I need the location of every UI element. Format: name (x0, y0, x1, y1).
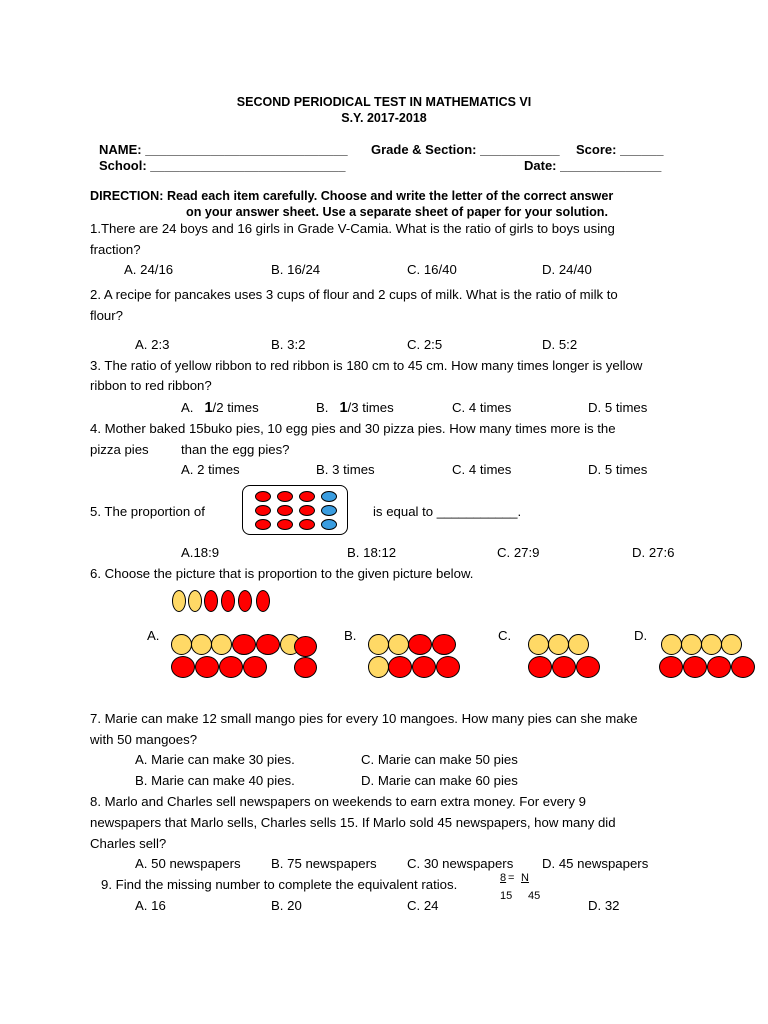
q3-choice-c: C. 4 times (452, 400, 512, 415)
yellow-circle (368, 656, 389, 678)
name-field-label: NAME: ____________________________ (99, 142, 348, 157)
q1-choice-b: B. 16/24 (271, 262, 321, 277)
red-oval (204, 590, 218, 612)
yellow-circle (171, 634, 192, 655)
q6-option-d-label: D. (634, 628, 648, 643)
yellow-circle (211, 634, 232, 655)
q2-choice-d: D. 5:2 (542, 337, 578, 352)
red-circle (388, 656, 412, 678)
yellow-oval (172, 590, 186, 612)
question-1-text-cont: fraction? (90, 242, 141, 257)
q2-choice-a: A. 2:3 (135, 337, 170, 352)
q9-choice-c: C. 24 (407, 898, 439, 913)
q1-choice-a: A. 24/16 (124, 262, 174, 277)
question-2-text: 2. A recipe for pancakes uses 3 cups of flour and 2 cups of milk. What is the ratio of milk to (90, 287, 618, 302)
red-oval (238, 590, 252, 612)
question-4-text: 4. Mother baked 15buko pies, 10 egg pies and 30 pizza pies. How many times more is the (90, 421, 616, 436)
red-oval (221, 590, 235, 612)
q6-option-a-label: A. (147, 628, 160, 643)
q3-choice-a-rest: /2 times (212, 400, 259, 415)
question-4-text-cont-a: pizza pies (90, 442, 149, 457)
q8-choice-a: A. 50 newspapers (135, 856, 241, 871)
yellow-circle (568, 634, 589, 655)
q8-choice-b: B. 75 newspapers (271, 856, 377, 871)
question-5-prefix: 5. The proportion of (90, 504, 205, 519)
red-circle (408, 634, 432, 655)
q3-choice-b-letter: B. (316, 400, 329, 415)
q3-choice-d: D. 5 times (588, 400, 648, 415)
question-6-text: 6. Choose the picture that is proportion to the given picture below. (90, 566, 474, 581)
direction-line-1: DIRECTION: Read each item carefully. Choose and write the letter of the correct answer (90, 189, 614, 203)
q5-choice-a: A.18:9 (181, 545, 220, 560)
red-circle (432, 634, 456, 655)
question-8-text-cont-2: Charles sell? (90, 836, 167, 851)
red-circle (412, 656, 436, 678)
red-circle (243, 656, 267, 678)
school-field-label: School: ___________________________ (99, 158, 346, 173)
yellow-circle (388, 634, 409, 655)
q3-choice-b-numerator: 1 (339, 400, 348, 416)
red-circle (294, 657, 317, 678)
question-8-text-cont: newspapers that Marlo sells, Charles sells 15. If Marlo sold 45 newspapers, how many did (90, 815, 616, 830)
question-4-text-cont-b: than the egg pies? (181, 442, 290, 457)
blue-dot (321, 519, 337, 530)
red-dot (255, 505, 271, 516)
question-3-text: 3. The ratio of yellow ribbon to red ribbon is 180 cm to 45 cm. How many times longer is yellow (90, 358, 643, 373)
q4-choice-a: A. 2 times (181, 462, 240, 477)
blue-dot (321, 491, 337, 502)
score-field-label: Score: ______ (576, 142, 664, 157)
q9-choice-d: D. 32 (588, 898, 620, 913)
date-field-label: Date: ______________ (524, 158, 662, 173)
q5-choice-c: C. 27:9 (497, 545, 540, 560)
q9-choice-b: B. 20 (271, 898, 302, 913)
red-circle (576, 656, 600, 678)
q9-choice-a: A. 16 (135, 898, 166, 913)
q1-choice-c: C. 16/40 (407, 262, 457, 277)
test-title: SECOND PERIODICAL TEST IN MATHEMATICS VI (236, 95, 532, 109)
question-8-text: 8. Marlo and Charles sell newspapers on weekends to earn extra money. For every 9 (90, 794, 586, 809)
red-circle (195, 656, 219, 678)
red-circle (232, 634, 256, 655)
yellow-circle (721, 634, 742, 655)
q4-choice-b: B. 3 times (316, 462, 375, 477)
q9-ratio-right-denominator: 45 (528, 890, 541, 902)
q5-choice-b: B. 18:12 (347, 545, 397, 560)
question-5-suffix: is equal to ___________. (373, 504, 522, 519)
q7-choice-d: D. Marie can make 60 pies (361, 773, 518, 788)
q3-choice-b-rest: /3 times (347, 400, 394, 415)
red-dot (299, 491, 315, 502)
q5-choice-d: D. 27:6 (632, 545, 675, 560)
question-7-text: 7. Marie can make 12 small mango pies for every 10 mangoes. How many pies can she make (90, 711, 638, 726)
q8-choice-c: C. 30 newspapers (407, 856, 514, 871)
red-circle (683, 656, 707, 678)
q5-dot-array-box (242, 485, 348, 535)
question-1-text: 1.There are 24 boys and 16 girls in Grade V-Camia. What is the ratio of girls to boys using (90, 221, 615, 236)
question-3-text-cont: ribbon to red ribbon? (90, 378, 212, 393)
q6-option-b-label: B. (344, 628, 357, 643)
q3-choice-a (181, 401, 259, 416)
q3-choice-b (316, 401, 394, 416)
q3-choice-a-numerator: 1 (204, 400, 213, 416)
q2-choice-c: C. 2:5 (407, 337, 443, 352)
red-oval (256, 590, 270, 612)
red-circle (659, 656, 683, 678)
red-circle (294, 636, 317, 657)
red-dot (277, 491, 293, 502)
red-circle (171, 656, 195, 678)
question-9-text: 9. Find the missing number to complete the equivalent ratios. (101, 877, 458, 892)
q7-choice-b: B. Marie can make 40 pies. (135, 773, 295, 788)
red-dot (299, 519, 315, 530)
question-2-text-cont: flour? (90, 308, 123, 323)
red-dot (277, 505, 293, 516)
school-year: S.Y. 2017-2018 (341, 111, 427, 125)
q4-choice-c: C. 4 times (452, 462, 512, 477)
yellow-circle (368, 634, 389, 655)
red-circle (552, 656, 576, 678)
red-dot (299, 505, 315, 516)
q4-choice-d: D. 5 times (588, 462, 648, 477)
q9-ratio-left-numerator: 8 (500, 872, 507, 884)
yellow-circle (528, 634, 549, 655)
question-7-text-cont: with 50 mangoes? (90, 732, 198, 747)
yellow-circle (701, 634, 722, 655)
q6-option-c-label: C. (498, 628, 512, 643)
blue-dot (321, 505, 337, 516)
yellow-circle (191, 634, 212, 655)
q9-ratio-equals: = (508, 872, 515, 884)
q7-choice-c: C. Marie can make 50 pies (361, 752, 518, 767)
red-circle (219, 656, 243, 678)
red-circle (436, 656, 460, 678)
red-circle (731, 656, 755, 678)
red-dot (255, 519, 271, 530)
q7-choice-a: A. Marie can make 30 pies. (135, 752, 295, 767)
yellow-circle (548, 634, 569, 655)
red-circle (707, 656, 731, 678)
q3-choice-a-letter: A. (181, 400, 194, 415)
red-circle (528, 656, 552, 678)
q8-choice-d: D. 45 newspapers (542, 856, 649, 871)
grade-section-field-label: Grade & Section: ___________ (371, 142, 560, 157)
red-circle (256, 634, 280, 655)
q1-choice-d: D. 24/40 (542, 262, 592, 277)
yellow-circle (681, 634, 702, 655)
yellow-circle (661, 634, 682, 655)
red-dot (255, 491, 271, 502)
direction-line-2: on your answer sheet. Use a separate sheet of paper for your solution. (186, 205, 609, 219)
q2-choice-b: B. 3:2 (271, 337, 306, 352)
yellow-oval (188, 590, 202, 612)
q9-ratio-left-denominator: 15 (500, 890, 513, 902)
q9-ratio-right-numerator: N (521, 872, 529, 884)
red-dot (277, 519, 293, 530)
